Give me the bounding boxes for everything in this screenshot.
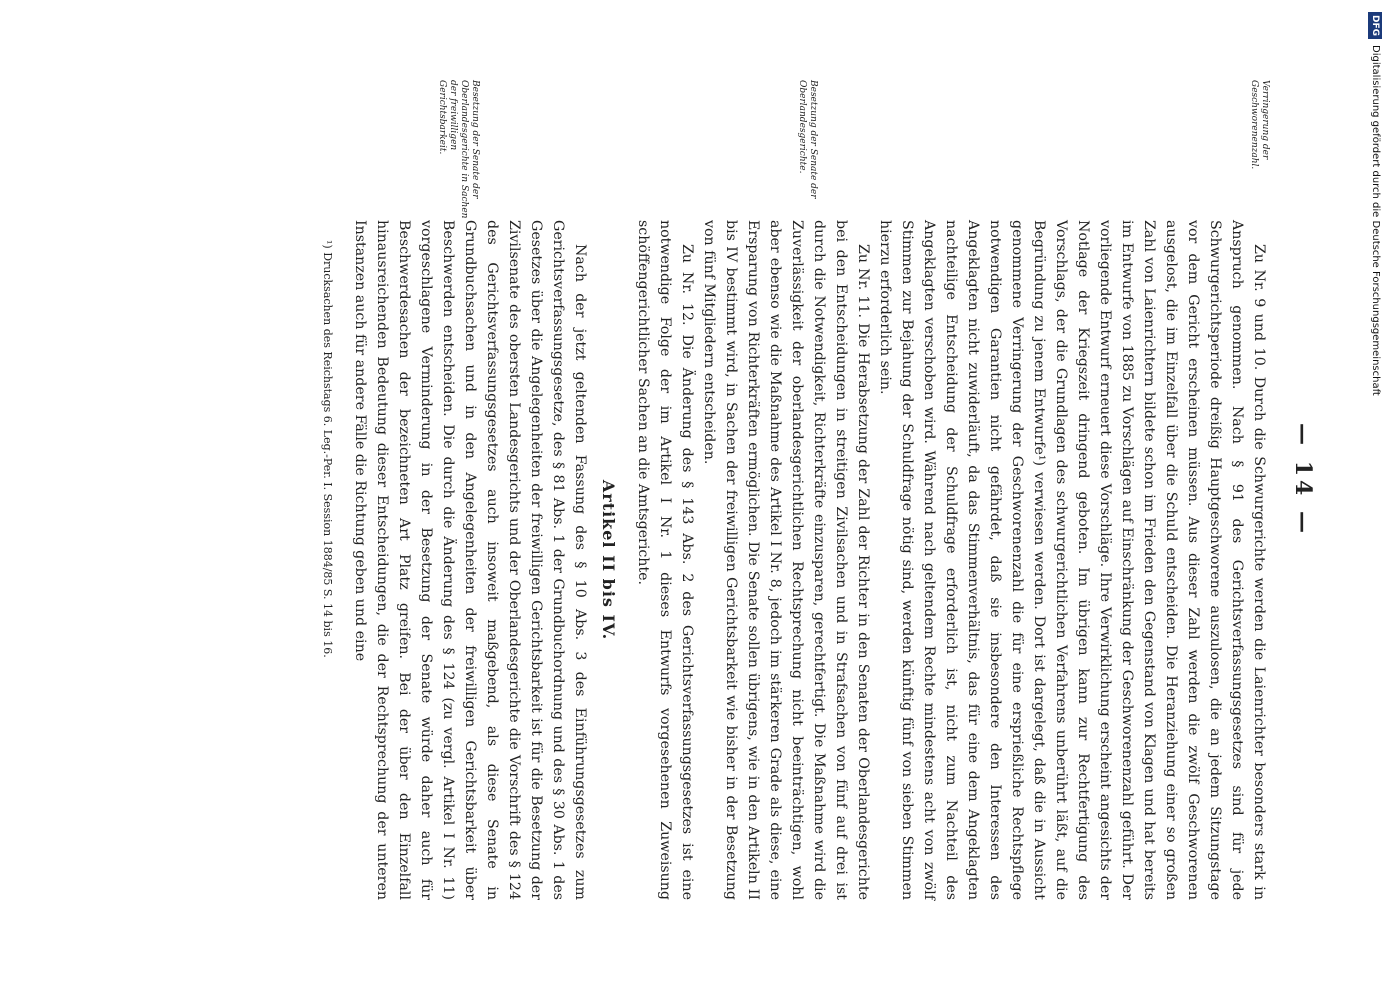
paragraph: Zu Nr. 9 und 10. Durch die Schwurgerichte werden die Laienrichter besonders stark in Anspruch genommen. Nach § 91 des Gerichtsverfassungsgesetzes sind für jede Schwurgerichtsperiode dreißig Hauptgeschworene auszulosen, die an jedem Sitzungstage vor dem Gericht erscheinen müssen. Aus dieser Zahl werden die zwölf Geschworenen ausgelost, die im Einzelfall über die Schuld entscheiden. Die Heranziehung einer so großen Zahl von Laienrichtern bildete schon im Frieden den Gegenstand von Klagen und hat bereits im Entwurfe von 1885 zu Vorschlägen auf Einschränkung der Geschworenenzahl geführt. Der vorliegende Entwurf erneuert diese Vorschläge. Ihre Verwirklichung erscheint angesichts der Notlage der Kriegszeit dringend geboten. Im übrigen kann zur Rechtfertigung des Vorschlags, der die Grundlagen des schwurgerichtlichen Verfahrens unberührt läßt, auf die Begründung zu jenem Entwurfe¹) verwiesen werden. Dort ist dargelegt, daß die in Aussicht genommene Verringerung der Geschworenenzahl die für eine ersprießliche Rechtspflege notwendigen Garantien nicht gefährdet, daß sie insbesondere den Interessen des Angeklagten nicht zuwiderläuft, da das Stimmenverhältnis, das für eine dem Angeklagten nachteilige Entscheidung der Schuldfrage erforderlich ist, nicht zum Nachteil des Angeklagten verschoben wird. Während nach geltendem Rechte mindestens acht von zwölf Stimmen zur Bejahung der Schuldfrage nötig sind, werden künftig fünf von sieben Stimmen hierzu erforderlich sein. bbox=[877, 220, 1267, 900]
margin-note: Verringerung der Geschworenenzahl. bbox=[1249, 80, 1270, 170]
margin-note: Besetzung der Senate der Oberlandesgerichte. bbox=[797, 80, 818, 199]
document-page bbox=[90, 40, 1330, 920]
paragraph: Nach der jetzt geltenden Fassung des § 10 Abs. 3 des Einführungsgesetzes zum Gerichtsverfassungsgesetze, des § 81 Abs. 1 der Grundbuchordnung und des § 30 Abs. 1 des Gesetzes über die Angelegenheiten der freiwilligen Gerichtsbarkeit ist für die Besetzung der Zivilsenate des obersten Landesgerichts und der Oberlandesgerichte die Vorschrift des § 124 des Gerichtsverfassungsgesetzes auch insoweit maßgebend, als diese Senate in Grundbuchsachen und in den Angelegenheiten der freiwilligen Gerichtsbarkeit über Beschwerden entscheiden. Die durch die Änderung des § 124 (zu vergl. Artikel I Nr. 11) vorgeschlagene Verminderung in der Besetzung der Senate würde daher auch für Beschwerdesachen der bezeichneten Art Platz greifen. Bei der über den Einzelfall hinausreichenden Bedeutung dieser Entscheidungen, die der Rechtsprechung der unteren Instanzen auch für andere Fälle die Richtung geben und eine bbox=[352, 220, 588, 900]
margin-notes bbox=[130, 80, 1270, 220]
paragraph: Zu Nr. 12. Die Änderung des § 143 Abs. 2 des Gerichtsverfassungsgesetzes ist eine notwendige Folge der im Artikel I Nr. 1 dieses Entwurfs vorgesehenen Zuweisung schöffengerichtlicher Sachen an die Amtsgerichte. bbox=[635, 220, 695, 900]
stamp-text: Digitalisierung gefördert durch die Deutsche Forschungsgemeinschaft bbox=[1370, 45, 1381, 396]
footnote: ¹) Drucksachen des Reichstags 6. Leg.-Per. I. Session 1884/85 S. 14 bis 16. bbox=[321, 240, 334, 658]
page-number: — 14 — bbox=[1290, 423, 1316, 537]
margin-note: Besetzung der Senate der Oberlandesgerichte in Sachen der freiwilligen Gerichtsbarkeit. bbox=[437, 80, 480, 219]
dfg-logo: DFG bbox=[1368, 12, 1382, 39]
paragraph: Zu Nr. 11. Die Herabsetzung der Zahl der Richter in den Senaten der Oberlandesgerichte bei den Entscheidungen in streitigen Zivilsachen und in Strafsachen von fünf auf drei ist durch die Notwendigkeit, Richterkräfte einzusparen, gerechtfertigt. Die Maßnahme wird die Zuverlässigkeit der oberlandesgerichtlichen Rechtsprechung nicht beeinträchtigen, wohl aber ebenso wie die Maßnahme des Artikel I Nr. 8, jedoch im stärkeren Grade als diese, eine Ersparung von Richterkräften ermöglichen. Die Senate sollen übrigens, wie in den Artikeln II bis IV bestimmt wird, in Sachen der freiwilligen Gerichtsbarkeit wie bisher in der Besetzung von fünf Mitgliedern entscheiden. bbox=[701, 220, 871, 900]
digitization-stamp bbox=[1368, 12, 1382, 772]
section-heading: Artikel II bis IV. bbox=[599, 479, 618, 641]
body-text bbox=[319, 220, 1270, 900]
